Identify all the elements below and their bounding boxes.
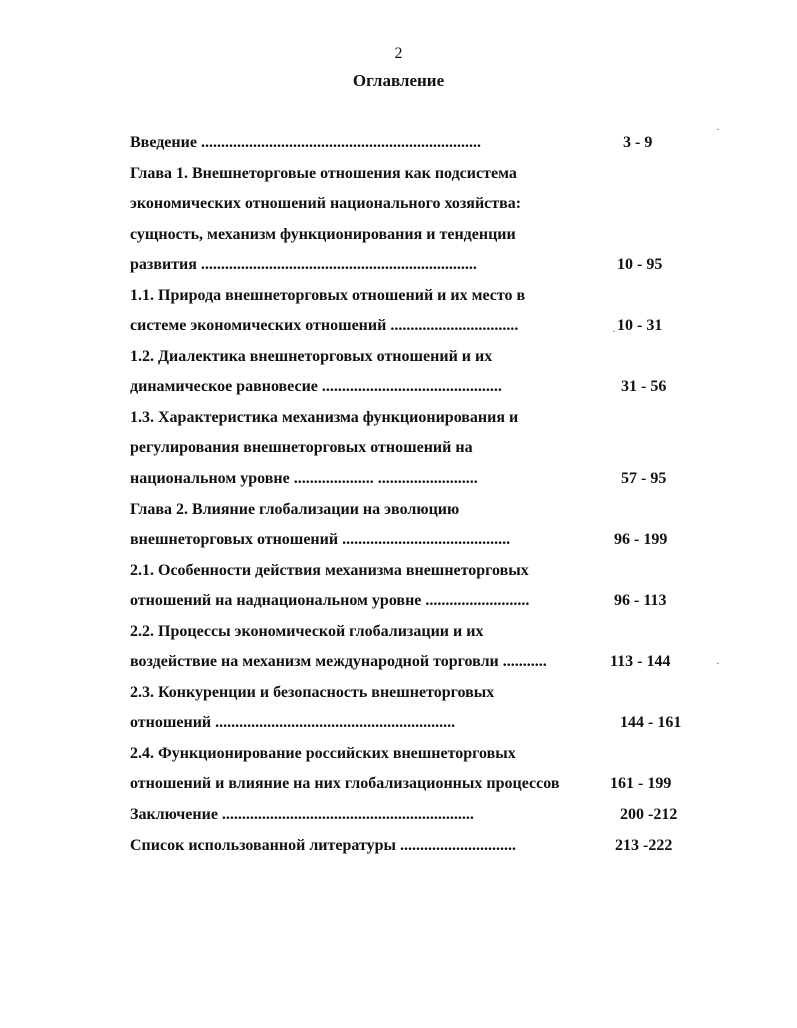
toc-entry-text: внешнеторговых отношений ..........................................	[130, 531, 511, 549]
toc-entry-text: 2.1. Особенности действия механизма внешнеторговых	[130, 561, 529, 579]
toc-entry-text: Глава 2. Влияние глобализации на эволюцию	[130, 500, 460, 518]
table-of-contents	[130, 133, 700, 866]
toc-entry	[130, 713, 700, 744]
toc-entry-text: Список использованной литературы .............................	[130, 836, 516, 854]
toc-entry-text: 1.3. Характеристика механизма функционирования и	[130, 408, 519, 426]
toc-entry	[130, 500, 700, 531]
toc-entry-pages: 200 -212	[620, 806, 678, 824]
toc-entry-pages: 10 - 31	[617, 317, 663, 335]
toc-entry	[130, 622, 700, 653]
toc-entry-pages: 31 - 56	[621, 378, 667, 396]
toc-entry	[130, 408, 700, 439]
toc-entry-text: регулирования внешнеторговых отношений на	[130, 439, 473, 457]
toc-entry	[130, 286, 700, 317]
toc-entry	[130, 836, 700, 867]
toc-entry-text: системе экономических отношений ................................	[130, 317, 519, 335]
toc-entry-text: 1.2. Диалектика внешнеторговых отношений и их	[130, 347, 493, 365]
toc-entry-text: отношений и влияние на них глобализационных процессов	[130, 775, 560, 793]
toc-entry	[130, 774, 700, 805]
toc-entry-text: 2.2. Процессы экономической глобализации и их	[130, 622, 484, 640]
toc-entry-pages: 57 - 95	[621, 470, 667, 488]
page-title: Оглавление	[352, 71, 445, 90]
toc-entry	[130, 469, 700, 500]
toc-entry	[130, 133, 700, 164]
toc-entry	[130, 744, 700, 775]
toc-entry	[130, 652, 700, 683]
page-number: 2	[394, 45, 403, 62]
toc-entry-pages: 3 - 9	[623, 134, 653, 151]
toc-entry-pages: 96 - 113	[614, 592, 667, 610]
scan-speck: ·	[716, 122, 720, 136]
toc-entry-text: национальном уровне .................... .........................	[130, 470, 478, 488]
toc-entry-pages: 96 - 199	[614, 531, 668, 549]
toc-entry-text: экономических отношений национального хозяйства:	[130, 195, 522, 213]
toc-entry-text: сущность, механизм функционирования и тенденции	[130, 225, 516, 243]
scan-speck: ·	[612, 324, 616, 338]
scan-speck: ·	[716, 656, 720, 670]
toc-entry-text: 2.4. Функционирование российских внешнеторговых	[130, 744, 516, 762]
toc-entry-text: отношений на наднациональном уровне ..........................	[130, 592, 530, 610]
toc-entry-pages: 213 -222	[615, 836, 673, 854]
toc-entry-text: динамическое равновесие .............................................	[130, 378, 502, 396]
toc-entry-pages: 10 - 95	[617, 256, 663, 274]
toc-entry-text: Введение ......................................................................	[130, 134, 481, 151]
toc-entry-text: 1.1. Природа внешнеторговых отношений и их место в	[130, 286, 526, 304]
toc-entry	[130, 255, 700, 286]
toc-entry	[130, 225, 700, 256]
toc-entry-text: 2.3. Конкуренции и безопасность внешнеторговых	[130, 683, 495, 701]
toc-entry	[130, 438, 700, 469]
toc-entry-text: развития .....................................................................	[130, 256, 477, 274]
toc-entry	[130, 561, 700, 592]
toc-entry	[130, 377, 700, 408]
toc-entry	[130, 805, 700, 836]
toc-entry	[130, 347, 700, 378]
toc-entry-text: Глава 1. Внешнеторговые отношения как подсистема	[130, 164, 517, 182]
toc-entry	[130, 164, 700, 195]
toc-entry-pages: 144 - 161	[620, 714, 682, 732]
toc-entry-text: Заключение ...............................................................	[130, 806, 474, 824]
toc-entry	[130, 194, 700, 225]
toc-entry-pages: 113 - 144	[610, 653, 671, 671]
toc-entry-text: воздействие на механизм международной торговли ...........	[130, 653, 547, 671]
toc-entry	[130, 683, 700, 714]
toc-entry	[130, 591, 700, 622]
toc-entry-text: отношений ............................................................	[130, 714, 456, 732]
toc-entry	[130, 530, 700, 561]
toc-entry-pages: 161 - 199	[610, 775, 672, 793]
